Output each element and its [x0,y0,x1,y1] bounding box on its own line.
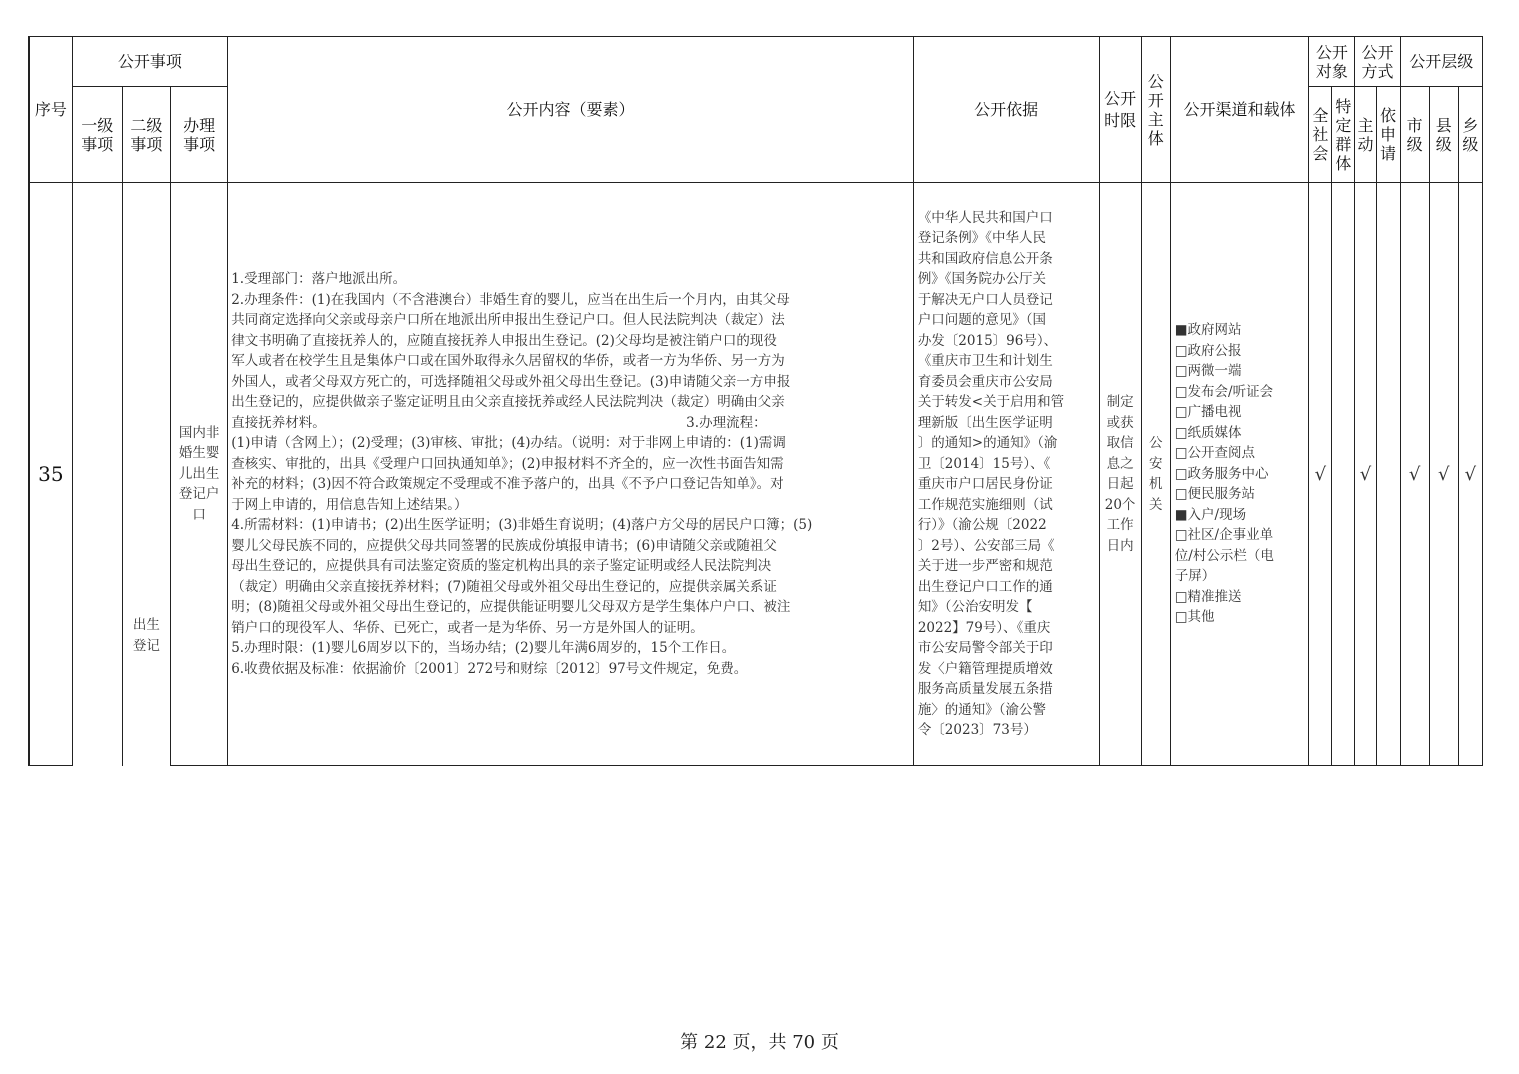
content-line: 于网上申请的，用信息告知上述结果。） [231,496,468,513]
content-line: 查核实、审批的，出具《受理户口回执通知单》；(2)申报材料不齐全的，应一次性书面告知需 [231,455,784,472]
header-time-limit: 公开时限 [1099,37,1141,183]
basis-line: 卫〔2014〕15号）、《 [917,455,1051,472]
header-level2 [122,87,170,183]
basis-line: 育委员会重庆市公安局 [917,373,1053,390]
time-limit-line: 日起 [1106,476,1134,492]
header-level1 [72,87,122,183]
time-limit-line: 20个 [1104,496,1136,513]
basis-line: 重庆市户口居民身份证 [917,476,1053,492]
header-subject [1141,37,1170,183]
basis-line: 知》（公治安明发【 [917,599,1033,615]
row-subject [1141,183,1170,766]
content-line: 军人或者在校学生且是集体户口或在国外取得永久居留权的华侨，或者一方为华侨、另一方为 [231,353,785,369]
row-time-limit [1099,183,1141,766]
basis-line: 发〈户籍管理提质增效 [917,660,1053,677]
row-channels [1170,183,1309,766]
header-channel: 公开渠道和载体 [1170,37,1309,183]
content-line: 补充的材料；(3)因不符合政策规定不受理或不准予落户的，出具《不予户口登记告知单》。对 [231,476,784,492]
basis-line: 2022】79号）、《重庆 [917,619,1051,636]
channel-item: □其他 [1174,609,1215,626]
header-level-county-text: 县级 [1435,115,1452,154]
basis-line: 登记条例》《中华人民 [917,230,1047,246]
basis-line: 理新版〔出生医学证明 [917,414,1053,431]
content-line: (1)申请（含网上）；(2)受理；(3)审核、审批；(4)办结。（说明：对于非网上申请的：(1)需调 [231,435,786,451]
header-level-city-text: 市级 [1406,115,1423,154]
basis-line: 于解决无户口人员登记 [917,291,1053,308]
basis-line: 施〉的通知》（渝公警 [917,701,1047,718]
header-method-request-text: 依申请 [1380,106,1397,163]
time-limit-line: 取信 [1106,435,1134,451]
header-seq: 序号 [29,37,72,183]
content-lines [231,269,910,679]
check-level-city: √ [1400,183,1429,766]
time-limit-line: 工作 [1106,517,1134,533]
subject-char: 机 [1148,476,1163,492]
channel-item: □政府公报 [1174,342,1242,359]
content-line: （裁定）明确由父亲直接抚养材料；(7)随祖父母或外祖父母出生登记的，应提供亲属关系证 [231,578,777,595]
content-line: 出生登记的，应提供做亲子鉴定证明且由父亲直接抚养或经人民法院判决（裁定）明确由父亲 [231,394,785,410]
basis-line: 〕的通知>的通知》（渝 [917,435,1058,451]
basis-line: 共和国政府信息公开条 [917,250,1053,267]
content-line: 共同商定选择向父亲或母亲户口所在地派出所申报出生登记户口。但人民法院判决（裁定）法 [231,312,785,328]
check-object-specific [1332,183,1355,766]
basis-lines [918,208,1095,741]
content-line: 5.办理时限：(1)婴儿6周岁以下的，当场办结；(2)婴儿年满6周岁的，15个工作日。 [231,640,736,656]
header-subject-text: 公开主体 [1147,71,1164,148]
row-seq: 35 [29,183,72,766]
basis-line: 办发〔2015〕96号）、 [917,332,1058,349]
header-method [1355,37,1400,87]
row-handling [171,183,228,766]
basis-line: 《重庆市卫生和计划生 [917,353,1053,369]
header-level-city [1400,87,1429,183]
check-object-all: √ [1309,183,1332,766]
content-line: 外国人，或者父母双方死亡的，可选择随祖父母或外祖父母出生登记。(3)申请随父亲一方申报 [231,373,791,390]
content-line: 销户口的现役军人、华侨、已死亡，或者一是为华侨、另一方是外国人的证明。 [231,619,704,636]
header-basis: 公开依据 [913,37,1099,183]
page-footer: 第 22 页，共 70 页 [680,1032,839,1053]
check-level-county: √ [1429,183,1458,766]
header-public-items: 公开事项 [72,37,228,87]
basis-line: 《中华人民共和国户口 [917,209,1053,226]
content-line: 直接抚养材料。 3.办理流程： [231,414,767,431]
channel-item: □社区/企事业单 [1174,527,1274,544]
channel-item: □发布会/听证会 [1174,383,1274,400]
header-object [1309,37,1355,87]
basis-line: 工作规范实施细则（试 [917,496,1053,513]
header-level: 公开层级 [1400,37,1482,87]
basis-line: 关于进一步严密和规范 [917,558,1053,574]
basis-line: 服务高质量发展五条措 [917,681,1053,697]
header-handling [171,87,228,183]
basis-line: 市公安局警令部关于印 [917,640,1053,656]
content-line: 2.办理条件：(1)在我国内（不含港澳台）非婚生育的婴儿，应当在出生后一个月内，由其父母 [231,291,790,308]
channel-item: ■政府网站 [1174,322,1242,339]
channel-item: 位/村公示栏（电 [1174,547,1274,564]
time-limit-line: 日内 [1106,537,1134,554]
row-content [228,183,914,766]
channel-item: □政务服务中心 [1174,465,1269,482]
row-basis [913,183,1099,766]
header-object-all-text: 全社会 [1312,106,1329,163]
check-method-request [1376,183,1400,766]
time-limit-line: 制定 [1106,394,1134,410]
content-line: 4.所需材料：(1)申请书；(2)出生医学证明；(3)非婚生育说明；(4)落户方父母的居民户口簿；(5) [231,517,813,533]
basis-line: 行）》（渝公规〔2022 [917,517,1047,533]
channel-item: □便民服务站 [1174,486,1256,503]
header-level-county [1429,87,1458,183]
table-row [29,183,1483,766]
basis-line: 〕2号）、公安部三局《 [917,537,1055,554]
channel-list [1175,320,1305,628]
subject-lines [1142,433,1170,515]
content-line: 1.受理部门：落户地派出所。 [231,271,407,287]
content-line: 明；(8)随祖父母或外祖父母出生登记的，应提供能证明婴儿父母双方是学生集体户户口、被注 [231,599,791,615]
channel-item: □两微一端 [1174,363,1242,380]
header-object-text: 公开对象 [1315,42,1348,81]
row-level1 [72,183,122,766]
basis-line: 关于转发<关于启用和管 [917,394,1065,410]
header-level-town-text: 乡级 [1462,115,1479,154]
basis-line: 户口问题的意见》（国 [917,312,1047,328]
header-level-town [1458,87,1482,183]
disclosure-table [28,36,1483,766]
check-level-town: √ [1458,183,1482,766]
header-method-active [1355,87,1376,183]
channel-item: □公开查阅点 [1174,445,1256,462]
channel-item: 子屏） [1174,568,1216,585]
content-line: 6.收费依据及标准：依据渝价〔2001〕272号和财综〔2012〕97号文件规定，免费。 [231,660,748,677]
header-object-specific-text: 特定群体 [1335,96,1352,173]
subject-char: 关 [1148,496,1163,513]
header-content: 公开内容（要素） [228,37,914,183]
channel-item: □纸质媒体 [1174,424,1242,441]
basis-line: 例》《国务院办公厅关 [917,271,1047,287]
header-method-text: 公开方式 [1361,42,1394,81]
time-limit-line: 息之 [1106,455,1134,472]
row-level2 [122,183,170,766]
header-object-specific [1332,87,1355,183]
content-line: 母出生登记的，应提供具有司法鉴定资质的鉴定机构出具的亲子鉴定证明或经人民法院判决 [231,558,772,574]
time-limit-line: 或获 [1106,414,1134,431]
header-object-all [1309,87,1332,183]
basis-line: 出生登记户口工作的通 [917,578,1053,595]
row-handling-text: 国内非婚生婴儿出生登记户口 [178,424,220,523]
content-line: 律文书明确了直接抚养人的，应随直接抚养人申报出生登记。(2)父母均是被注销户口的现役 [231,332,777,349]
header-method-request [1376,87,1400,183]
channel-item: ■入户/现场 [1174,506,1247,523]
subject-char: 安 [1148,455,1163,472]
time-limit-lines [1100,392,1141,556]
channel-item: □精准推送 [1174,588,1242,605]
header-level1-text: 一级事项 [81,115,114,154]
check-method-active: √ [1355,183,1376,766]
channel-item: □广播电视 [1174,404,1242,421]
row-level2-text: 出生登记 [132,617,160,654]
content-line: 婴儿父母民族不同的，应提供父母共同签署的民族成份填报申请书；(6)申请随父亲或随祖父 [231,537,777,554]
header-handling-text: 办理事项 [183,115,216,154]
basis-line: 令〔2023〕73号） [917,722,1037,738]
header-level2-text: 二级事项 [130,115,163,154]
subject-char: 公 [1148,435,1163,451]
header-method-active-text: 主动 [1357,115,1374,154]
